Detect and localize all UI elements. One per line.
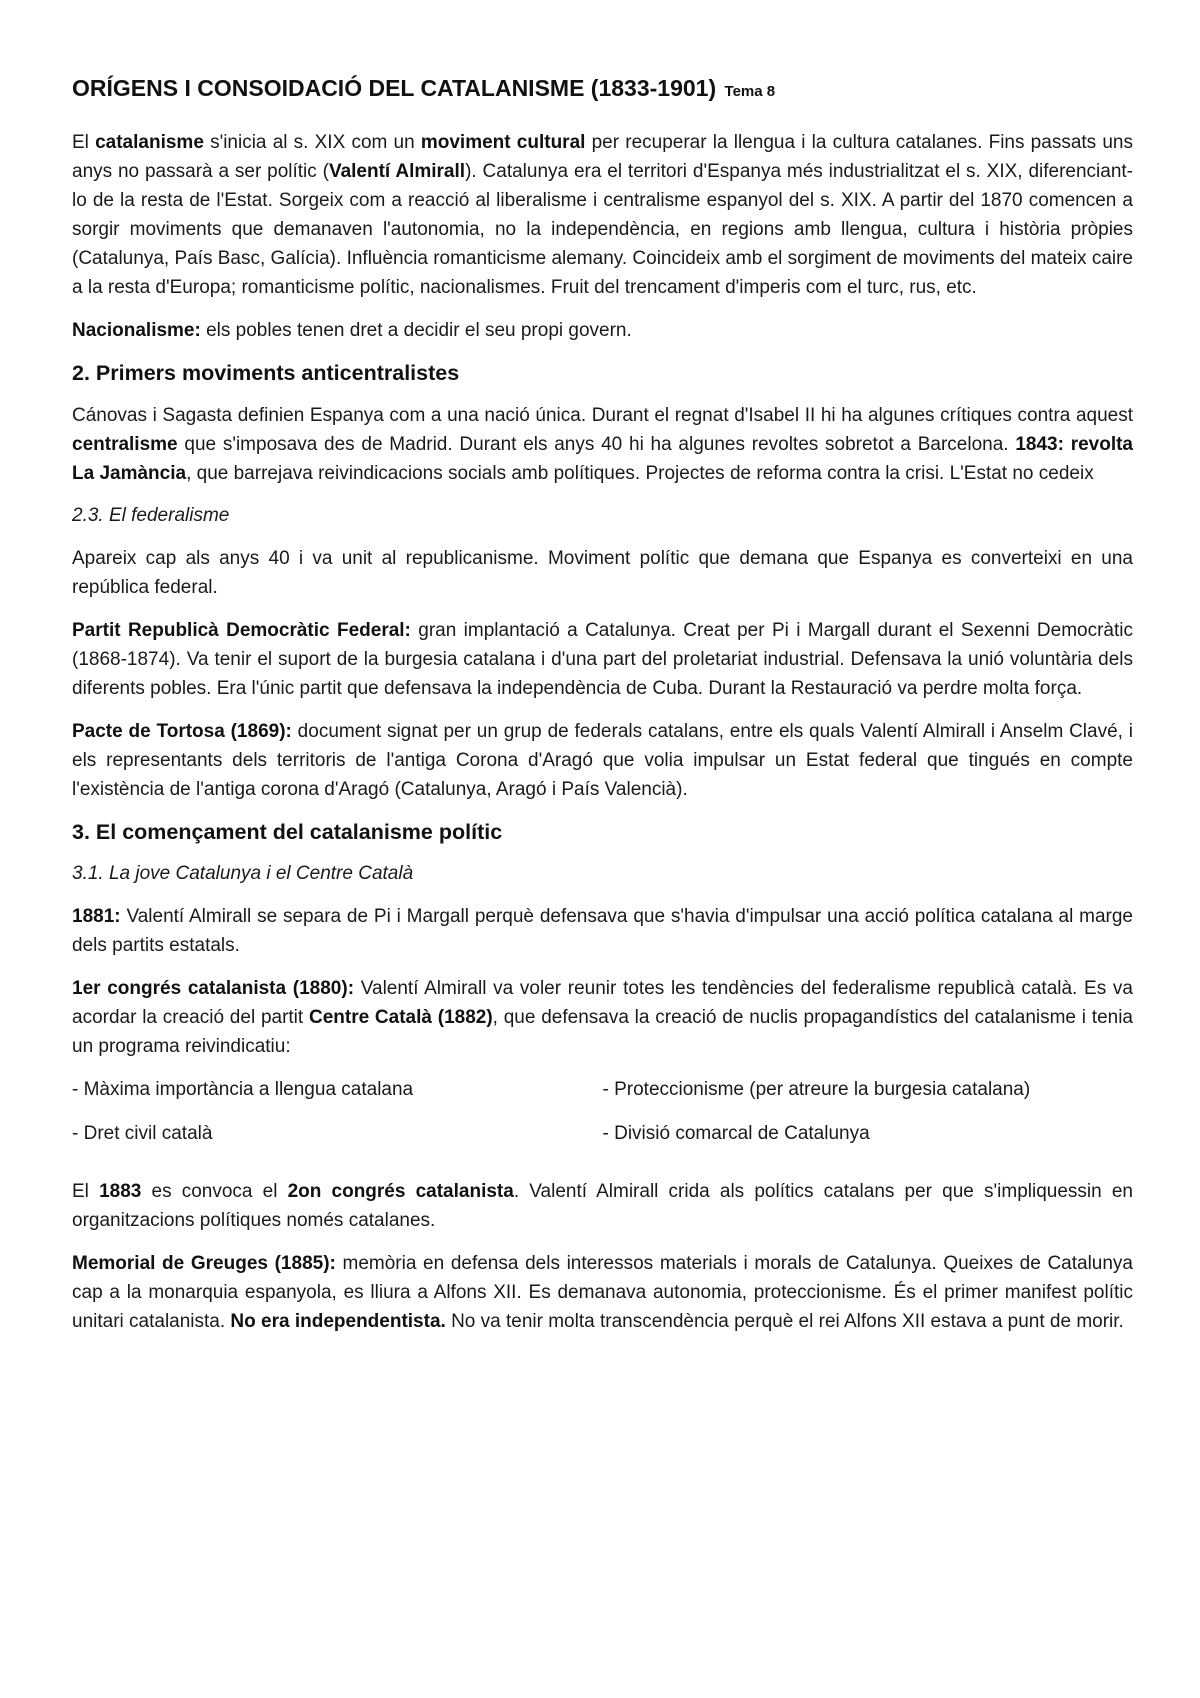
bold-term: moviment cultural — [420, 132, 586, 153]
paragraph-partit-republica — [72, 616, 1133, 703]
paragraph-1er-congres — [72, 974, 1133, 1061]
text-run: , que barrejava reivindicacions socials amb polítiques. Projectes de reforma contra la crisi. L'Estat no cedeix — [186, 463, 1094, 484]
program-list-right — [603, 1075, 1134, 1163]
bold-term: 1883 — [99, 1181, 142, 1202]
text-run: document signat per un grup de federals catalans, entre els quals Valentí Almirall i Anselm Clavé, i els representants dels territoris de l'antiga Corona d'Aragó que volia impulsar un Estat federal que tingués en compte l'existència de l'antiga corona d'Aragó (Catalunya, Aragó i País Valencià). — [72, 721, 1133, 800]
text-run: El — [72, 132, 96, 153]
title-text: ORÍGENS I CONSOIDACIÓ DEL CATALANISME (1833-1901) — [72, 75, 717, 101]
bold-term: Memorial de Greuges (1885): — [72, 1253, 336, 1274]
bold-term: catalanisme — [95, 132, 204, 153]
program-list-left — [72, 1075, 603, 1163]
text-run: s'inicia al s. XIX com un — [203, 132, 421, 153]
paragraph-1883 — [72, 1177, 1133, 1235]
paragraph-1881 — [72, 902, 1133, 960]
paragraph-nacionalisme — [72, 316, 1133, 345]
text-run: ). Catalunya era el territori d'Espanya més industrialitzat el s. XIX, diferenciant-lo de la resta de l'Estat. Sorgeix com a reacció al liberalisme i centralisme espanyol del s. XIX. A partir del 1870 comencen a sorgir moviments que demanaven l'autonomia, no la independència, en regions amb llengua, cultura i història pròpies (Catalunya, País Basc, Galícia). Influència romanticisme alemany. Coincideix amb el sorgiment de moviments del mateix caire a la resta d'Europa; romanticisme polític, nacionalismes. Fruit del trencament d'imperis com el turc, rus, etc. — [72, 161, 1133, 298]
paragraph-intro — [72, 128, 1133, 302]
paragraph-pacte-tortosa — [72, 717, 1133, 804]
paragraph-federalisme: Apareix cap als anys 40 i va unit al republicanisme. Moviment polític que demana que Espanya es converteixi en una república federal. — [72, 548, 1133, 598]
list-item: - Dret civil català — [72, 1123, 213, 1144]
text-run: que s'imposava des de Madrid. Durant els anys 40 hi ha algunes revoltes sobretot a Barcelona. — [177, 434, 1016, 455]
bold-term: Partit Republicà Democràtic Federal: — [72, 620, 411, 641]
text-run: . Valentí Almirall crida als polítics catalans per que s'impliquessin en organitzacions polítiques només catalanes. — [72, 1181, 1133, 1231]
text-run: El — [72, 1181, 100, 1202]
bold-term: Valentí Almirall — [328, 161, 466, 182]
tema-label: Tema 8 — [724, 83, 776, 100]
bold-term: Centre Català (1882) — [308, 1007, 493, 1028]
program-list — [72, 1075, 1133, 1163]
bold-term: No era independentista. — [230, 1311, 446, 1332]
bold-term: centralisme — [72, 434, 178, 455]
list-item: - Proteccionisme (per atreure la burgesia catalana) — [602, 1079, 1031, 1100]
text-run: Valentí Almirall se separa de Pi i Margall perquè defensava que s'havia d'impulsar una acció política catalana al marge dels partits estatals. — [72, 906, 1133, 956]
subsection-heading-3-1: 3.1. La jove Catalunya i el Centre Català — [72, 863, 414, 884]
list-item: - Divisió comarcal de Catalunya — [602, 1123, 870, 1144]
bold-term: Pacte de Tortosa (1869): — [72, 721, 292, 742]
subsection-heading-2-3: 2.3. El federalisme — [72, 505, 230, 526]
bold-term: 1881: — [72, 906, 121, 927]
bold-term: 1843: revolta La Jamància — [72, 434, 1133, 484]
text-run: per recuperar la llengua i la cultura catalanes. Fins passats uns anys no passarà a ser polític ( — [72, 132, 1133, 182]
text-run: No va tenir molta transcendència perquè el rei Alfons XII estava a punt de morir. — [445, 1311, 1124, 1332]
text-run: es convoca el — [141, 1181, 288, 1202]
bold-term: Nacionalisme: — [72, 320, 201, 341]
list-item: - Màxima importància a llengua catalana — [72, 1079, 414, 1100]
paragraph-memorial-greuges — [72, 1249, 1133, 1336]
bold-term: 2on congrés catalanista — [287, 1181, 514, 1202]
text-run: Valentí Almirall va voler reunir totes les tendències del federalisme republicà català. Es va acordar la creació del partit — [72, 978, 1133, 1028]
section-heading-2: 2. Primers moviments anticentralistes — [72, 361, 460, 385]
section-heading-3: 3. El començament del catalanisme polític — [72, 820, 503, 844]
bold-term: 1er congrés catalanista (1880): — [72, 978, 355, 999]
text-run: els pobles tenen dret a decidir el seu propi govern. — [200, 320, 632, 341]
text-run: Cánovas i Sagasta definien Espanya com a una nació única. Durant el regnat d'Isabel II hi ha algunes crítiques contra aquest — [72, 405, 1133, 426]
document-title — [72, 74, 1133, 106]
paragraph-anticentralistes — [72, 401, 1133, 488]
text-run: , que defensava la creació de nuclis propagandístics del catalanisme i tenia un programa reivindicatiu: — [72, 1007, 1133, 1057]
text-run: gran implantació a Catalunya. Creat per Pi i Margall durant el Sexenni Democràtic (1868-1874). Va tenir el suport de la burgesia catalana i d'una part del proletariat industrial. Defensava la unió voluntària dels diferents pobles. Era l'únic partit que defensava la independència de Cuba. Durant la Restauració va perdre molta força. — [72, 620, 1133, 699]
text-run: memòria en defensa dels interessos materials i morals de Catalunya. Queixes de Catalunya cap a la monarquia espanyola, es lliura a Alfons XII. Es demanava autonomia, proteccionisme. És el primer manifest polític unitari catalanista. — [72, 1253, 1133, 1332]
